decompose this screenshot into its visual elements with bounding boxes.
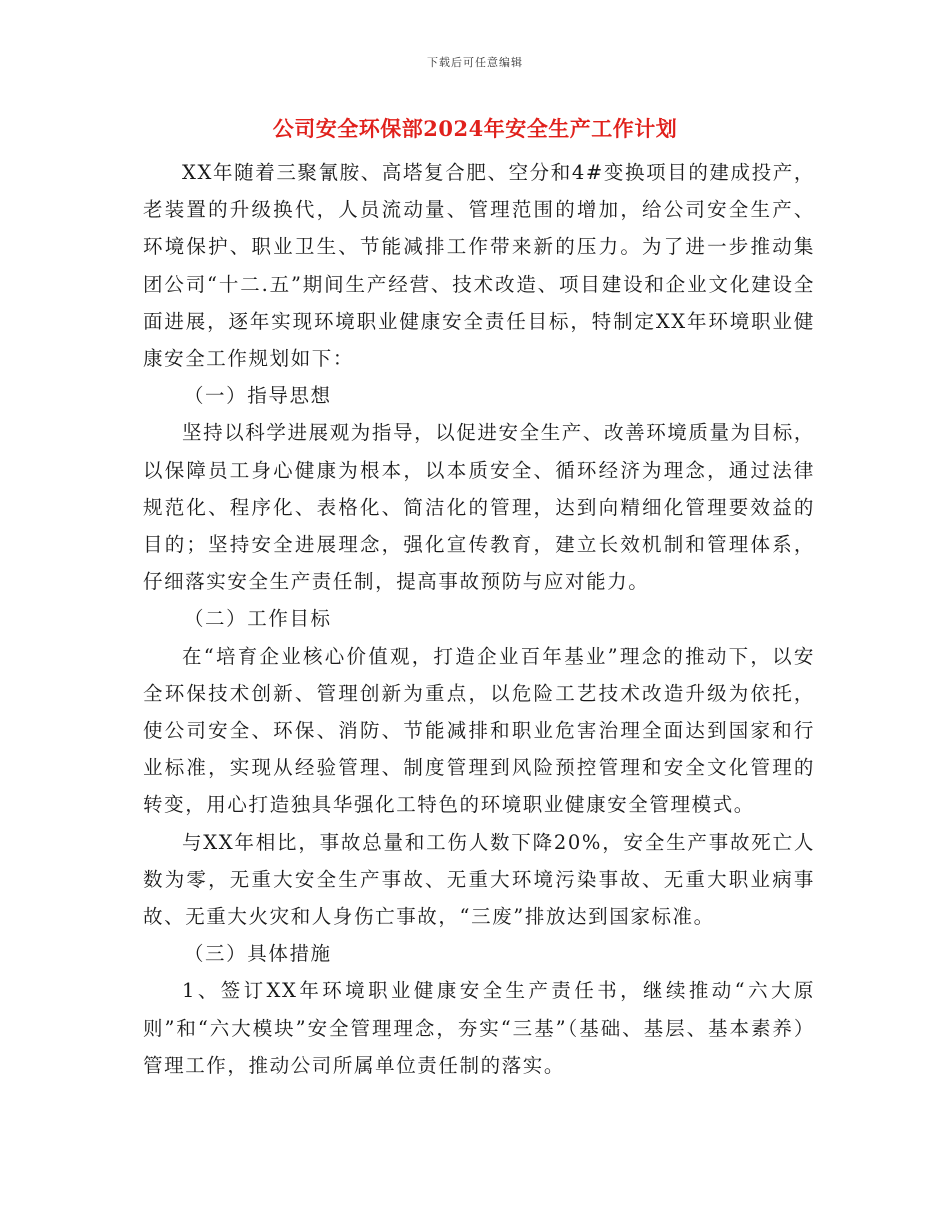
document-body bbox=[143, 154, 815, 1084]
guiding-thought-paragraph: 坚持以科学进展观为指导，以促进安全生产、改善环境质量为目标，以保障员工身心健康为根本，以本质安全、循环经济为理念，通过法律规范化、程序化、表格化、简洁化的管理，达到向精细化管理要效益的目的；坚持安全进展理念，强化宣传教育，建立长效机制和管理体系，仔细落实安全生产责任制，提高事故预防与应对能力。 bbox=[143, 421, 816, 594]
section-heading-work-goals: （二）工作目标 bbox=[183, 607, 332, 631]
targets-paragraph: 与XX年相比，事故总量和工伤人数下降20%，安全生产事故死亡人数为零，无重大安全生产事故、无重大环境污染事故、无重大职业病事故、无重大火灾和人身伤亡事故，“三废”排放达到国家标准。 bbox=[143, 830, 815, 929]
header-note: 下载后可任意编辑 bbox=[427, 56, 523, 69]
intro-paragraph: XX年随着三聚氰胺、高塔复合肥、空分和4#变换项目的建成投产，老装置的升级换代，人员流动量、管理范围的增加，给公司安全生产、环境保护、职业卫生、节能减排工作带来新的压力。为了进一步推动集团公司“十二.五”期间生产经营、技术改造、项目建设和企业文化建设全面进展，逐年实现环境职业健康安全责任目标，特制定XX年环境职业健康安全工作规划如下： bbox=[143, 161, 815, 371]
measure-item-1: 1、签订XX年环境职业健康安全生产责任书，继续推动“六大原则”和“六大模块”安全管理理念，夯实“三基”（基础、基层、基本素养）管理工作，推动公司所属单位责任制的落实。 bbox=[143, 979, 815, 1077]
section-heading-guiding-thought: （一）指导思想 bbox=[183, 384, 332, 408]
document-title: 公司安全环保部2024年安全生产工作计划 bbox=[272, 116, 678, 141]
work-goals-paragraph: 在“培育企业核心价值观，打造企业百年基业”理念的推动下，以安全环保技术创新、管理创新为重点，以危险工艺技术改造升级为依托，使公司安全、环保、消防、节能减排和职业危害治理全面达到国家和行业标准，实现从经验管理、制度管理到风险预控管理和安全文化管理的转变，用心打造独具华强化工特色的环境职业健康安全管理模式。 bbox=[143, 644, 815, 817]
section-heading-measures: （三）具体措施 bbox=[183, 942, 332, 966]
